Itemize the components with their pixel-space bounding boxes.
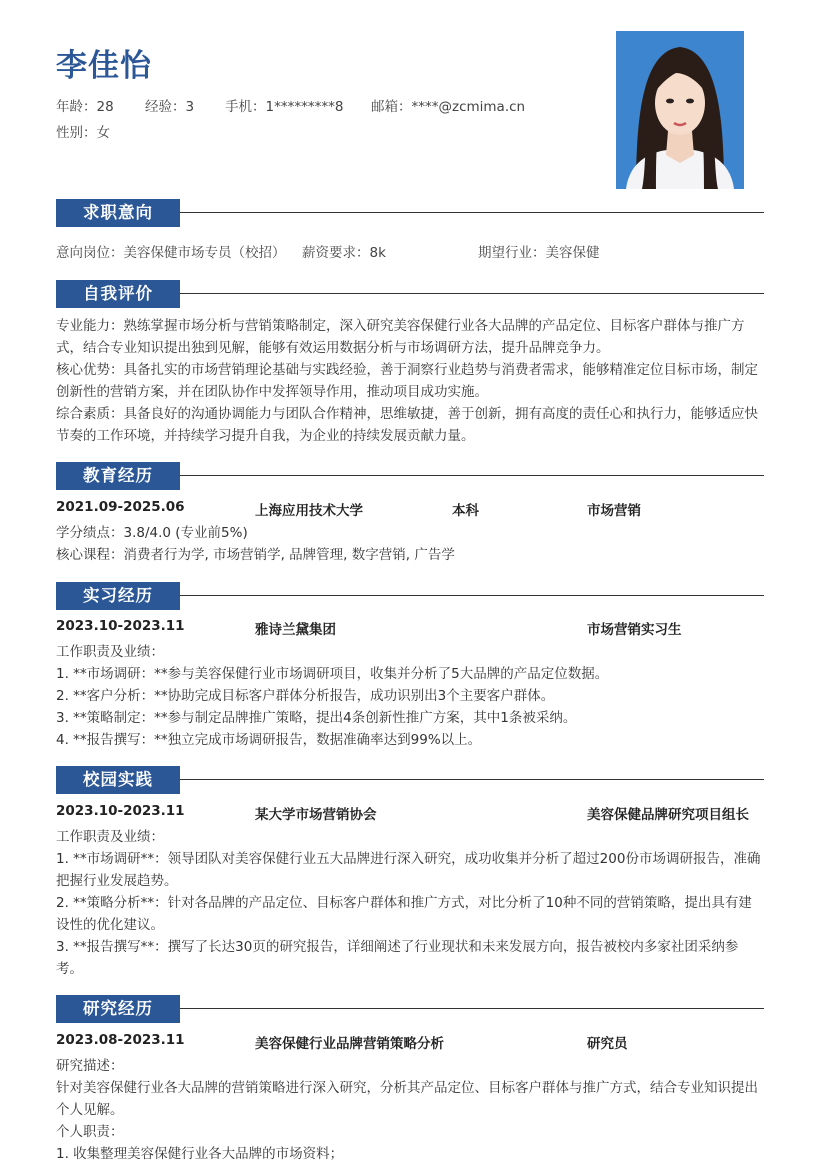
internship-line: 4. **报告撰写：**独立完成市场调研报告，数据准确率达到99%以上。: [56, 732, 482, 748]
section-divider: [180, 475, 764, 476]
intended-position: 意向岗位：美容保健市场专员（校招）: [56, 245, 286, 261]
section-title: 求职意向: [56, 199, 180, 227]
salary-requirement: 薪资要求：8k: [302, 245, 386, 261]
section-divider: [180, 212, 764, 213]
education-line: 核心课程：消费者行为学, 市场营销学, 品牌管理, 数字营销, 广告学: [56, 547, 455, 563]
section-divider: [180, 293, 764, 294]
profile-photo: [616, 31, 744, 189]
research-details: [56, 1055, 764, 1165]
project-name: 美容保健行业品牌营销策略分析: [255, 1036, 444, 1052]
campus-role: 美容保健品牌研究项目组长: [587, 807, 749, 823]
internship-line: 工作职责及业绩：: [56, 644, 164, 660]
age-text: 年龄：28: [56, 99, 114, 115]
self-eval-line: 专业能力：熟练掌握市场分析与营销策略制定，深入研究美容保健行业各大品牌的产品定位、目标客户群体与推广方式，结合专业知识提出独到见解，能够有效运用数据分析与市场调研方法，提升品牌竞争力。: [56, 318, 745, 356]
campus-line: 2. **策略分析**：针对各品牌的产品定位、目标客户群体和推广方式，对比分析了10种不同的营销策略，提出具有建设性的优化建议。: [56, 895, 752, 933]
section-title: 教育经历: [56, 462, 180, 490]
school-name: 上海应用技术大学: [255, 503, 363, 519]
section-divider: [180, 1008, 764, 1009]
internship-line: 2. **客户分析：**协助完成目标客户群体分析报告，成功识别出3个主要客户群体。: [56, 688, 555, 704]
phone-text: 手机：1*********8: [225, 99, 344, 115]
self-eval-line: 核心优势：具备扎实的市场营销理论基础与实践经验，善于洞察行业趋势与消费者需求，能够精准定位目标市场，制定创新性的营销方案，并在团队协作中发挥领导作用，推动项目成功实施。: [56, 362, 758, 400]
organization-name: 某大学市场营销协会: [255, 807, 377, 823]
internship-header: [56, 582, 764, 610]
company-name: 雅诗兰黛集团: [255, 622, 336, 638]
internship-line: 1. **市场调研：**参与美容保健行业市场调研项目，收集并分析了5大品牌的产品定位数据。: [56, 666, 609, 682]
research-role: 研究员: [587, 1036, 628, 1052]
candidate-name: 李佳怡: [56, 48, 152, 84]
section-title: 校园实践: [56, 766, 180, 794]
section-title: 研究经历: [56, 995, 180, 1023]
section-divider: [180, 779, 764, 780]
campus-line: 1. **市场调研**：领导团队对美容保健行业五大品牌进行深入研究，成功收集并分析了超过200份市场调研报告，准确把握行业发展趋势。: [56, 851, 761, 889]
research-line: 针对美容保健行业各大品牌的营销策略进行深入研究，分析其产品定位、目标客户群体与推广方式，结合专业知识提出个人见解。: [56, 1080, 758, 1118]
self-eval-text: [56, 315, 764, 447]
campus-period: 2023.10-2023.11: [56, 803, 185, 819]
internship-details: [56, 641, 764, 751]
education-period: 2021.09-2025.06: [56, 499, 185, 515]
internship-line: 3. **策略制定：**参与制定品牌推广策略，提出4条创新性推广方案，其中1条被采纳。: [56, 710, 577, 726]
campus-details: [56, 826, 764, 980]
expected-industry: 期望行业：美容保健: [478, 245, 600, 261]
research-period: 2023.08-2023.11: [56, 1032, 185, 1048]
campus-header: [56, 766, 764, 794]
internship-role: 市场营销实习生: [587, 622, 682, 638]
research-line: 研究描述：: [56, 1058, 124, 1074]
section-title: 自我评价: [56, 280, 180, 308]
section-title: 实习经历: [56, 582, 180, 610]
research-line: 个人职责：: [56, 1124, 124, 1140]
job-intent-header: [56, 199, 764, 227]
education-details: [56, 522, 764, 566]
campus-line: 3. **报告撰写**：撰写了长达30页的研究报告，详细阐述了行业现状和未来发展方向，报告被校内多家社团采纳参考。: [56, 939, 739, 977]
gender-text: 性别：女: [56, 125, 110, 141]
research-line: 1. 收集整理美容保健行业各大品牌的市场资料；: [56, 1146, 344, 1162]
email-text: 邮箱：****@zcmima.cn: [371, 99, 526, 115]
major: 市场营销: [587, 503, 641, 519]
education-line: 学分绩点：3.8/4.0 (专业前5%): [56, 525, 248, 541]
portrait-image: [616, 31, 744, 189]
campus-line: 工作职责及业绩：: [56, 829, 164, 845]
section-divider: [180, 595, 764, 596]
campus-row: [56, 803, 764, 825]
education-row: [56, 499, 764, 521]
research-row: [56, 1032, 764, 1054]
self-eval-line: 综合素质：具备良好的沟通协调能力与团队合作精神，思维敏捷，善于创新，拥有高度的责任心和执行力，能够适应快节奏的工作环境，并持续学习提升自我，为企业的持续发展贡献力量。: [56, 406, 758, 444]
research-header: [56, 995, 764, 1023]
experience-text: 经验：3: [145, 99, 195, 115]
internship-period: 2023.10-2023.11: [56, 618, 185, 634]
degree: 本科: [452, 503, 479, 519]
internship-row: [56, 618, 764, 640]
self-eval-header: [56, 280, 764, 308]
education-header: [56, 462, 764, 490]
